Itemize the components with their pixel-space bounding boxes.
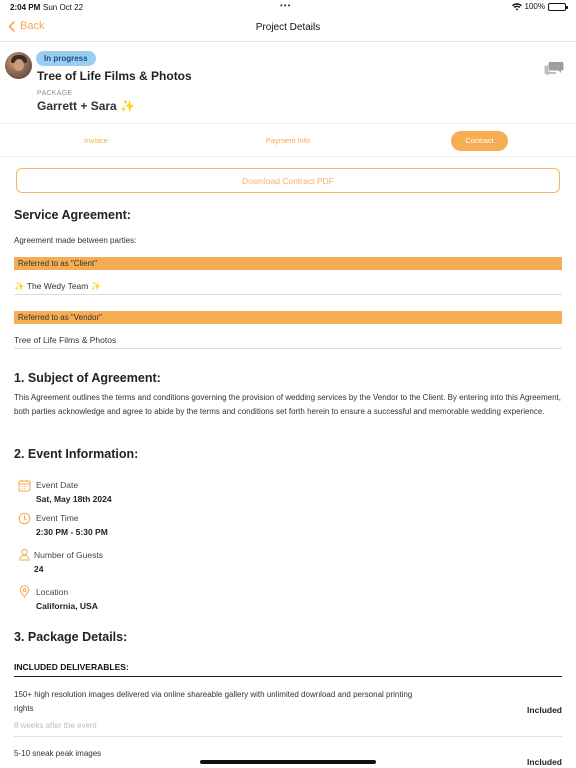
status-indicators	[512, 2, 566, 11]
avatar	[5, 52, 32, 79]
deliverables-divider	[14, 676, 562, 677]
person-icon	[18, 548, 31, 561]
divider	[14, 736, 562, 737]
wifi-icon	[512, 3, 522, 11]
battery-icon	[548, 3, 566, 11]
divider	[14, 294, 562, 295]
multitasking-dots-icon[interactable]: •••	[280, 1, 292, 10]
download-contract-button[interactable]: Download Contract PDF	[16, 168, 560, 193]
package-details-title: 3. Package Details:	[14, 630, 128, 644]
deliverable-status: Included	[527, 705, 562, 715]
location-value: California, USA	[36, 601, 98, 611]
event-time-value: 2:30 PM - 5:30 PM	[36, 527, 108, 537]
deliverables-header: INCLUDED DELIVERABLES:	[14, 662, 129, 672]
package-label: PACKAGE	[37, 90, 73, 97]
deliverable-description: 150+ high resolution images delivered via online shareable gallery with unlimited download and personal printing rights	[14, 690, 413, 713]
client-banner: Referred to as "Client"	[14, 257, 562, 270]
chat-bubbles-icon[interactable]	[544, 60, 564, 76]
service-agreement-title: Service Agreement:	[14, 208, 131, 222]
clock-icon	[18, 512, 31, 525]
home-indicator[interactable]	[200, 760, 376, 764]
tab-payment-info[interactable]: Payment Info	[265, 136, 311, 145]
deliverable-description: 5-10 sneak peak images	[14, 749, 102, 758]
event-date-label: Event Date	[36, 480, 79, 490]
battery-percent: 100%	[524, 2, 545, 11]
event-info-title: 2. Event Information:	[14, 447, 139, 461]
project-header	[0, 42, 576, 124]
location-label: Location	[36, 587, 69, 597]
status-date: Sun Oct 22	[43, 3, 84, 12]
vendor-banner: Referred to as "Vendor"	[14, 311, 562, 324]
page-title: Project Details	[255, 22, 321, 33]
deliverable-status: Included	[527, 757, 562, 767]
agreement-intro: Agreement made between parties:	[14, 236, 137, 245]
status-badge: In progress	[36, 51, 96, 66]
tab-invoice[interactable]: Invoice	[84, 136, 108, 145]
divider	[14, 348, 562, 349]
vendor-name: Tree of Life Films & Photos	[37, 69, 192, 83]
tab-contract[interactable]: Contract	[451, 131, 508, 151]
tab-bar	[0, 125, 576, 157]
back-label: Back	[20, 20, 45, 32]
navigation-bar	[0, 14, 576, 42]
client-value: ✨ The Wedy Team ✨	[14, 281, 102, 291]
subject-text: This Agreement outlines the terms and conditions governing the provision of wedding services by the Vendor to the Client. By entering into this Agreement, both parties acknowledge and agree to abide by the terms and conditions set forth herein to ensure a successful and memorable wedding experience.	[14, 393, 561, 416]
event-date-value: Sat, May 18th 2024	[36, 494, 112, 504]
location-pin-icon	[18, 585, 31, 598]
calendar-icon	[18, 479, 31, 492]
status-time: 2:04 PM	[10, 3, 41, 12]
subject-title: 1. Subject of Agreement:	[14, 371, 161, 385]
deliverable-timing: 8 weeks after the event	[14, 721, 97, 730]
event-time-label: Event Time	[36, 513, 79, 523]
status-bar	[0, 0, 576, 14]
guests-label: Number of Guests	[34, 550, 103, 560]
package-name: Garrett + Sara ✨	[37, 99, 135, 113]
guests-value: 24	[34, 564, 44, 574]
vendor-value: Tree of Life Films & Photos	[14, 335, 117, 345]
